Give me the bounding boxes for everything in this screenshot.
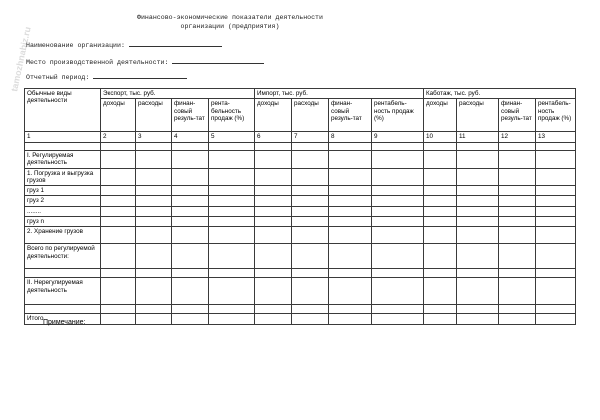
- table-row: [25, 196, 576, 206]
- column-number-cell: 5: [209, 132, 255, 142]
- value-cell[interactable]: [457, 217, 499, 227]
- column-number-row: [25, 132, 576, 142]
- value-cell[interactable]: [457, 269, 499, 278]
- table-row: [25, 142, 576, 150]
- table-row: [25, 278, 576, 305]
- value-cell[interactable]: [101, 244, 136, 269]
- group-header-row: [25, 89, 576, 99]
- subheader-cell: финан-совый резуль-тат: [499, 99, 536, 132]
- value-cell[interactable]: [292, 244, 329, 269]
- value-cell[interactable]: [255, 217, 292, 227]
- subheader-cell: доходы: [101, 99, 136, 132]
- subheader-cell: доходы: [424, 99, 457, 132]
- value-cell[interactable]: [255, 227, 292, 244]
- row-label-cell: ........: [25, 206, 101, 216]
- value-cell[interactable]: [499, 305, 536, 314]
- org-name-label: Наименование организации:: [26, 42, 125, 49]
- value-cell[interactable]: [136, 196, 172, 206]
- value-cell[interactable]: [255, 196, 292, 206]
- row-label-cell: [25, 305, 101, 314]
- period-label: Отчетный период:: [26, 74, 90, 81]
- value-cell[interactable]: [329, 186, 372, 196]
- row-label-cell: I. Регулируемая деятельность: [25, 150, 101, 168]
- value-cell[interactable]: [424, 142, 457, 150]
- column-number-cell: 1: [25, 132, 101, 142]
- value-cell[interactable]: [329, 168, 372, 186]
- value-cell[interactable]: [101, 217, 136, 227]
- value-cell[interactable]: [292, 168, 329, 186]
- table-row: [25, 244, 576, 269]
- value-cell[interactable]: [499, 142, 536, 150]
- value-cell[interactable]: [457, 244, 499, 269]
- value-cell[interactable]: [209, 269, 255, 278]
- value-cell[interactable]: [172, 186, 209, 196]
- value-cell[interactable]: [101, 150, 136, 168]
- value-cell[interactable]: [372, 206, 424, 216]
- value-cell[interactable]: [329, 244, 372, 269]
- value-cell[interactable]: [209, 168, 255, 186]
- title-line-1: Финансово-экономические показатели деятельности: [137, 14, 323, 21]
- value-cell[interactable]: [329, 269, 372, 278]
- value-cell[interactable]: [424, 196, 457, 206]
- table-row: [25, 314, 576, 324]
- value-cell[interactable]: [424, 244, 457, 269]
- table-row: [25, 168, 576, 186]
- row-label-cell: груз 1: [25, 186, 101, 196]
- value-cell[interactable]: [136, 186, 172, 196]
- value-cell[interactable]: [372, 217, 424, 227]
- value-cell[interactable]: [424, 227, 457, 244]
- period-field: [26, 72, 187, 81]
- place-label: Место производственной деятельности:: [26, 59, 169, 66]
- value-cell[interactable]: [424, 186, 457, 196]
- value-cell[interactable]: [372, 314, 424, 324]
- value-cell[interactable]: [424, 150, 457, 168]
- value-cell[interactable]: [536, 186, 576, 196]
- value-cell[interactable]: [372, 142, 424, 150]
- value-cell[interactable]: [172, 142, 209, 150]
- column-number-cell: 8: [329, 132, 372, 142]
- value-cell[interactable]: [457, 305, 499, 314]
- row-label-cell: Всего по регулируемой деятельности:: [25, 244, 101, 269]
- row-label-cell: II. Нерегулируемая деятельность: [25, 278, 101, 305]
- subheader-cell: финан-совый резуль-тат: [172, 99, 209, 132]
- value-cell[interactable]: [329, 314, 372, 324]
- value-cell[interactable]: [424, 314, 457, 324]
- value-cell[interactable]: [499, 217, 536, 227]
- value-cell[interactable]: [101, 206, 136, 216]
- table-row: [25, 186, 576, 196]
- place-blank[interactable]: [172, 57, 264, 64]
- column-number-cell: 6: [255, 132, 292, 142]
- subheader-row: [25, 99, 576, 132]
- column-number-cell: 7: [292, 132, 329, 142]
- value-cell[interactable]: [329, 278, 372, 305]
- value-cell[interactable]: [499, 269, 536, 278]
- value-cell[interactable]: [209, 278, 255, 305]
- value-cell[interactable]: [457, 278, 499, 305]
- value-cell[interactable]: [457, 150, 499, 168]
- value-cell[interactable]: [372, 196, 424, 206]
- value-cell[interactable]: [209, 150, 255, 168]
- value-cell[interactable]: [457, 227, 499, 244]
- value-cell[interactable]: [209, 244, 255, 269]
- value-cell[interactable]: [457, 196, 499, 206]
- value-cell[interactable]: [292, 206, 329, 216]
- group-header-export: Экспорт, тыс. руб.: [101, 89, 255, 99]
- column-number-cell: 13: [536, 132, 576, 142]
- value-cell[interactable]: [372, 186, 424, 196]
- column-number-cell: 11: [457, 132, 499, 142]
- document-title: [0, 13, 460, 31]
- value-cell[interactable]: [172, 196, 209, 206]
- value-cell[interactable]: [292, 305, 329, 314]
- value-cell[interactable]: [101, 168, 136, 186]
- value-cell[interactable]: [499, 244, 536, 269]
- column-number-cell: 12: [499, 132, 536, 142]
- value-cell[interactable]: [172, 269, 209, 278]
- value-cell[interactable]: [172, 206, 209, 216]
- value-cell[interactable]: [292, 269, 329, 278]
- value-cell[interactable]: [255, 314, 292, 324]
- value-cell[interactable]: [101, 305, 136, 314]
- value-cell[interactable]: [372, 150, 424, 168]
- value-cell[interactable]: [536, 217, 576, 227]
- value-cell[interactable]: [292, 196, 329, 206]
- subheader-cell: доходы: [255, 99, 292, 132]
- value-cell[interactable]: [372, 244, 424, 269]
- subheader-cell: расходы: [292, 99, 329, 132]
- value-cell[interactable]: [457, 206, 499, 216]
- value-cell[interactable]: [499, 168, 536, 186]
- subheader-cell: рентабель-ность продаж (%): [536, 99, 576, 132]
- value-cell[interactable]: [292, 314, 329, 324]
- value-cell[interactable]: [536, 150, 576, 168]
- value-cell[interactable]: [499, 150, 536, 168]
- table-row: [25, 269, 576, 278]
- value-cell[interactable]: [457, 314, 499, 324]
- value-cell[interactable]: [457, 168, 499, 186]
- column-number-cell: 9: [372, 132, 424, 142]
- value-cell[interactable]: [209, 305, 255, 314]
- period-blank[interactable]: [93, 72, 187, 79]
- value-cell[interactable]: [292, 217, 329, 227]
- value-cell[interactable]: [536, 142, 576, 150]
- value-cell[interactable]: [536, 227, 576, 244]
- subheader-cell: финан-совый резуль-тат: [329, 99, 372, 132]
- value-cell[interactable]: [329, 196, 372, 206]
- value-cell[interactable]: [172, 150, 209, 168]
- value-cell[interactable]: [292, 278, 329, 305]
- value-cell[interactable]: [255, 186, 292, 196]
- value-cell[interactable]: [255, 305, 292, 314]
- value-cell[interactable]: [209, 227, 255, 244]
- value-cell[interactable]: [536, 314, 576, 324]
- value-cell[interactable]: [172, 278, 209, 305]
- value-cell[interactable]: [209, 196, 255, 206]
- value-cell[interactable]: [136, 142, 172, 150]
- value-cell[interactable]: [172, 168, 209, 186]
- value-cell[interactable]: [101, 142, 136, 150]
- value-cell[interactable]: [209, 186, 255, 196]
- value-cell[interactable]: [424, 269, 457, 278]
- table-row: [25, 217, 576, 227]
- value-cell[interactable]: [424, 217, 457, 227]
- value-cell[interactable]: [136, 314, 172, 324]
- column-number-cell: 4: [172, 132, 209, 142]
- group-header-cabotage: Каботаж, тыс. руб.: [424, 89, 576, 99]
- value-cell[interactable]: [101, 278, 136, 305]
- row-label-cell: [25, 142, 101, 150]
- row-label-cell: 2. Хранение грузов: [25, 227, 101, 244]
- watermark-text: tamozhnabiz.ru: [9, 25, 33, 93]
- value-cell[interactable]: [255, 244, 292, 269]
- row-label-cell: Итого: [25, 314, 101, 324]
- value-cell[interactable]: [101, 314, 136, 324]
- value-cell[interactable]: [292, 227, 329, 244]
- value-cell[interactable]: [372, 168, 424, 186]
- value-cell[interactable]: [136, 206, 172, 216]
- org-name-blank[interactable]: [129, 40, 222, 47]
- value-cell[interactable]: [372, 227, 424, 244]
- org-name-field: [26, 40, 222, 49]
- value-cell[interactable]: [372, 269, 424, 278]
- value-cell[interactable]: [101, 227, 136, 244]
- first-col-header: Обычные виды деятельности: [25, 89, 101, 132]
- note-label: Примечание:: [43, 319, 86, 326]
- value-cell[interactable]: [457, 186, 499, 196]
- value-cell[interactable]: [424, 305, 457, 314]
- value-cell[interactable]: [424, 278, 457, 305]
- value-cell[interactable]: [499, 196, 536, 206]
- row-label-cell: груз 2: [25, 196, 101, 206]
- table-row: [25, 206, 576, 216]
- value-cell[interactable]: [536, 206, 576, 216]
- value-cell[interactable]: [136, 217, 172, 227]
- value-cell[interactable]: [424, 206, 457, 216]
- value-cell[interactable]: [136, 168, 172, 186]
- value-cell[interactable]: [172, 227, 209, 244]
- table-row: [25, 305, 576, 314]
- value-cell[interactable]: [209, 206, 255, 216]
- value-cell[interactable]: [209, 142, 255, 150]
- value-cell[interactable]: [536, 196, 576, 206]
- value-cell[interactable]: [255, 278, 292, 305]
- value-cell[interactable]: [372, 305, 424, 314]
- value-cell[interactable]: [329, 150, 372, 168]
- value-cell[interactable]: [329, 227, 372, 244]
- value-cell[interactable]: [292, 150, 329, 168]
- value-cell[interactable]: [329, 206, 372, 216]
- value-cell[interactable]: [255, 168, 292, 186]
- title-line-2: организации (предприятия): [180, 23, 280, 30]
- value-cell[interactable]: [255, 206, 292, 216]
- column-number-cell: 10: [424, 132, 457, 142]
- value-cell[interactable]: [172, 314, 209, 324]
- value-cell[interactable]: [136, 150, 172, 168]
- value-cell[interactable]: [136, 269, 172, 278]
- value-cell[interactable]: [499, 314, 536, 324]
- value-cell[interactable]: [329, 142, 372, 150]
- value-cell[interactable]: [292, 186, 329, 196]
- value-cell[interactable]: [255, 269, 292, 278]
- value-cell[interactable]: [536, 244, 576, 269]
- value-cell[interactable]: [457, 142, 499, 150]
- value-cell[interactable]: [172, 244, 209, 269]
- place-field: [26, 57, 264, 66]
- value-cell[interactable]: [499, 186, 536, 196]
- value-cell[interactable]: [101, 269, 136, 278]
- value-cell[interactable]: [499, 227, 536, 244]
- value-cell[interactable]: [536, 269, 576, 278]
- value-cell[interactable]: [536, 168, 576, 186]
- group-header-import: Импорт, тыс. руб.: [255, 89, 424, 99]
- value-cell[interactable]: [424, 168, 457, 186]
- value-cell[interactable]: [101, 186, 136, 196]
- value-cell[interactable]: [209, 217, 255, 227]
- subheader-cell: расходы: [136, 99, 172, 132]
- indicators-table: [24, 88, 576, 325]
- subheader-cell: расходы: [457, 99, 499, 132]
- value-cell[interactable]: [329, 305, 372, 314]
- table-row: [25, 227, 576, 244]
- value-cell[interactable]: [329, 217, 372, 227]
- table-row: [25, 150, 576, 168]
- value-cell[interactable]: [209, 314, 255, 324]
- column-number-cell: 3: [136, 132, 172, 142]
- row-label-cell: груз n: [25, 217, 101, 227]
- value-cell[interactable]: [536, 305, 576, 314]
- value-cell[interactable]: [172, 305, 209, 314]
- subheader-cell: рентабель-ность продаж (%): [372, 99, 424, 132]
- value-cell[interactable]: [136, 227, 172, 244]
- value-cell[interactable]: [101, 196, 136, 206]
- value-cell[interactable]: [255, 150, 292, 168]
- value-cell[interactable]: [136, 278, 172, 305]
- value-cell[interactable]: [372, 278, 424, 305]
- row-label-cell: [25, 269, 101, 278]
- value-cell[interactable]: [255, 142, 292, 150]
- value-cell[interactable]: [172, 217, 209, 227]
- value-cell[interactable]: [536, 278, 576, 305]
- value-cell[interactable]: [136, 305, 172, 314]
- column-number-cell: 2: [101, 132, 136, 142]
- value-cell[interactable]: [499, 278, 536, 305]
- value-cell[interactable]: [499, 206, 536, 216]
- value-cell[interactable]: [292, 142, 329, 150]
- subheader-cell: рента-бельность продаж (%): [209, 99, 255, 132]
- row-label-cell: 1. Погрузка и выгрузка грузов: [25, 168, 101, 186]
- value-cell[interactable]: [136, 244, 172, 269]
